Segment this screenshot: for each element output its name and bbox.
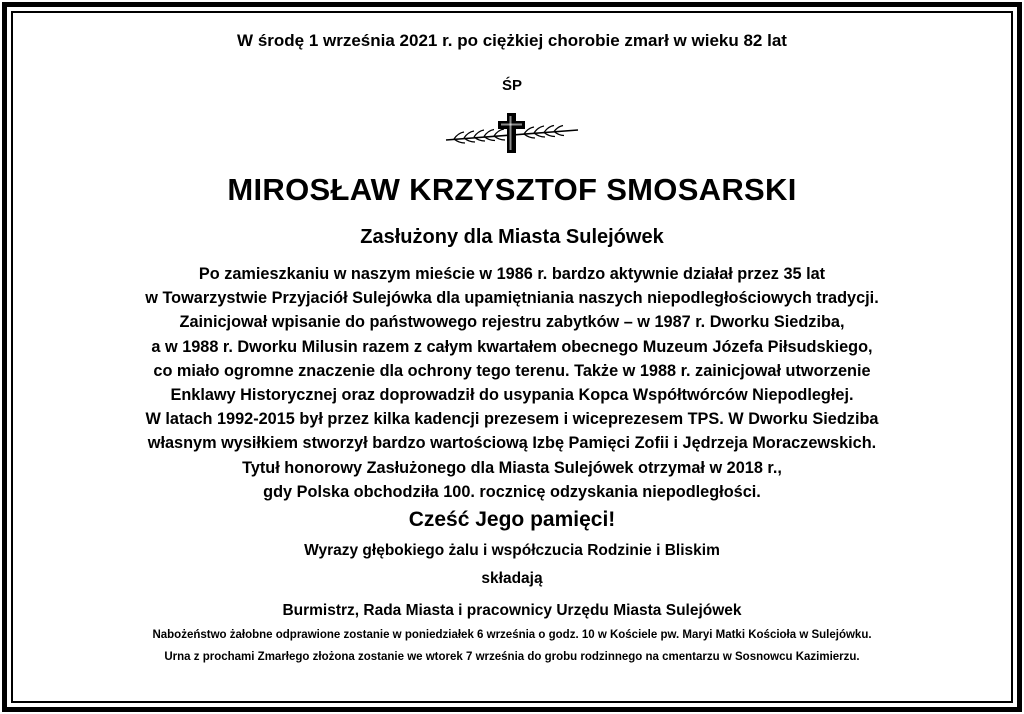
notice-content [16, 30, 1008, 668]
offered-by-text: składają [481, 570, 543, 588]
biography-line: Po zamieszkaniu w naszym mieście w 1986 r. bardzo aktywnie działał przez 35 lat [198, 265, 826, 283]
memorial-phrase: Cześć Jego pamięci! [408, 508, 616, 532]
biography-line: własnym wysiłkiem stworzył bardzo wartościową Izbę Pamięci Zofii i Jędrzeja Moraczewskich. [147, 434, 877, 453]
biography-line: Tytuł honorowy Zasłużonego dla Miasta Sulejówek otrzymał w 2018 r., [242, 458, 782, 477]
death-announcement: W środę 1 września 2021 r. po ciężkiej chorobie zmarł w wieku 82 lat [237, 31, 787, 50]
biography-line: gdy Polska obchodziła 100. rocznicę odzyskania niepodległości. [263, 482, 761, 501]
sp-abbreviation: ŚP [501, 77, 522, 94]
honorary-title: Zasłużony dla Miasta Sulejówek [360, 226, 664, 248]
signatories: Burmistrz, Rada Miasta i pracownicy Urzędu Miasta Sulejówek [282, 602, 742, 620]
cross-with-palm-branch-icon [442, 110, 582, 156]
funeral-details [16, 624, 1008, 668]
funeral-mass-note: Nabożeństwo żałobne odprawione zostanie w poniedziałek 6 września o godz. 10 w Kościele pw. Maryi Matki Kościoła w Sulejówku. [152, 629, 872, 642]
biography-line: Zainicjował wpisanie do państwowego rejestru zabytków – w 1987 r. Dworku Siedziba, [179, 313, 845, 332]
burial-note: Urna z prochami Zmarłego złożona zostanie we wtorek 7 września do grobu rodzinnego na cmentarzu w Sosnowcu Kazimierzu. [164, 651, 860, 664]
deceased-name: MIROSŁAW KRZYSZTOF SMOSARSKI [227, 172, 797, 207]
biography-line: W latach 1992-2015 był przez kilka kadencji prezesem i wiceprezesem TPS. W Dworku Siedziba [145, 410, 879, 429]
condolence-text: Wyrazy głębokiego żalu i współczucia Rodzinie i Bliskim [304, 542, 720, 560]
biography-line: Enklawy Historycznej oraz doprowadził do usypania Kopca Współtwórców Niepodległej. [170, 386, 854, 405]
biography-line: w Towarzystwie Przyjaciół Sulejówka dla upamiętniania naszych niepodległościowych tradycji. [145, 289, 879, 308]
biography-line: a w 1988 r. Dworku Milusin razem z całym kwartałem obecnego Muzeum Józefa Piłsudskiego, [151, 337, 873, 356]
biography-line: co miało ogromne znaczenie dla ochrony tego terenu. Także w 1988 r. zainicjował utworzenie [153, 361, 871, 380]
biography [16, 262, 1008, 504]
